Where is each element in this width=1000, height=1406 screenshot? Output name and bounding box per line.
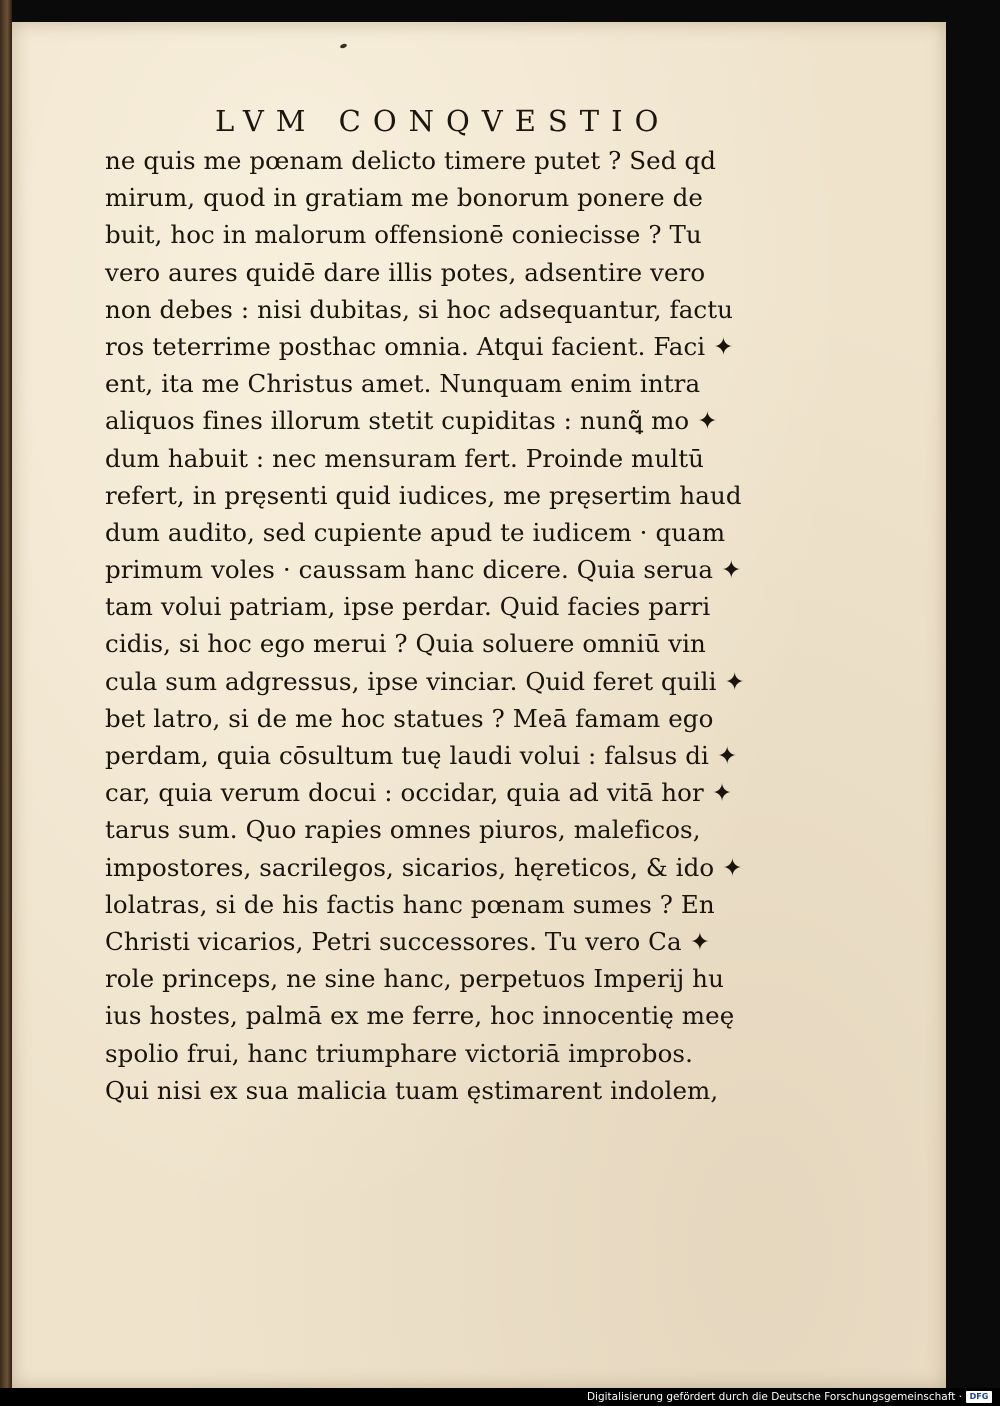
text-line: Qui nisi ex sua malicia tuam ęstimarent indolem, (105, 1075, 719, 1105)
text-line: ne quis me pœnam delicto timere putet ? Sed qd (105, 146, 717, 175)
text-line: perdam, quia cōsultum tuę laudi volui : falsus di ✦ (105, 741, 738, 770)
text-line: aliquos fines illorum stetit cupiditas : nunꝗ̃ mo ✦ (105, 406, 718, 436)
text-line: non debes : nisi dubitas, si hoc adsequantur, factu (105, 294, 734, 324)
text-block (105, 142, 757, 1109)
binding-edge (0, 0, 12, 1390)
text-line: dum audito, sed cupiente apud te iudicem · quam (105, 517, 726, 547)
text-line: bet latro, si de me hoc statues ? Meā famam ego (105, 703, 714, 733)
text-line: ros teterrime posthac omnia. Atqui facient. Faci ✦ (105, 331, 734, 361)
text-line: buit, hoc in malorum offensionē coniecisse ? Tu (105, 220, 702, 250)
text-line: tarus sum. Quo rapies omnes piuros, maleficos, (105, 815, 701, 845)
text-line: role princeps, ne sine hanc, perpetuos Imperij hu (105, 964, 724, 994)
text-line: ius hostes, palmā ex me ferre, hoc innocentię meę (105, 1001, 735, 1031)
text-line: cidis, si hoc ego merui ? Quia soluere omniū vin (105, 629, 706, 659)
text-line: dum habuit : nec mensuram fert. Proinde multū (105, 443, 705, 473)
running-head: LVM CONQVESTIO (215, 104, 671, 138)
text-line: refert, in pręsenti quid iudices, me pręsertim haud (105, 480, 742, 510)
text-line: impostores, sacrilegos, sicarios, hęreticos, & ido ✦ (105, 852, 743, 882)
text-line: Christi vicarios, Petri successores. Tu vero Ca ✦ (105, 926, 711, 956)
text-line: vero aures quidē dare illis potes, adsentire vero (105, 257, 706, 287)
ink-speck (340, 43, 348, 49)
book-page (12, 22, 946, 1388)
digitization-credit: Digitalisierung gefördert durch die Deutsche Forschungsgemeinschaft · (586, 1391, 962, 1403)
text-line: tam volui patriam, ipse perdar. Quid facies parri (105, 592, 711, 622)
text-line: spolio frui, hanc triumphare victoriā improbos. (105, 1038, 693, 1068)
text-line: ent, ita me Christus amet. Nunquam enim intra (105, 369, 701, 399)
text-line: car, quia verum docui : occidar, quia ad vitā hor ✦ (105, 778, 733, 808)
dfg-logo: DFG (966, 1391, 992, 1403)
text-line: mirum, quod in gratiam me bonorum ponere de (105, 183, 703, 213)
text-line: cula sum adgressus, ipse vinciar. Quid feret quili ✦ (105, 666, 746, 696)
text-line: lolatras, si de his factis hanc pœnam sumes ? En (105, 889, 715, 919)
text-line: primum voles · caussam hanc dicere. Quia serua ✦ (105, 555, 742, 585)
